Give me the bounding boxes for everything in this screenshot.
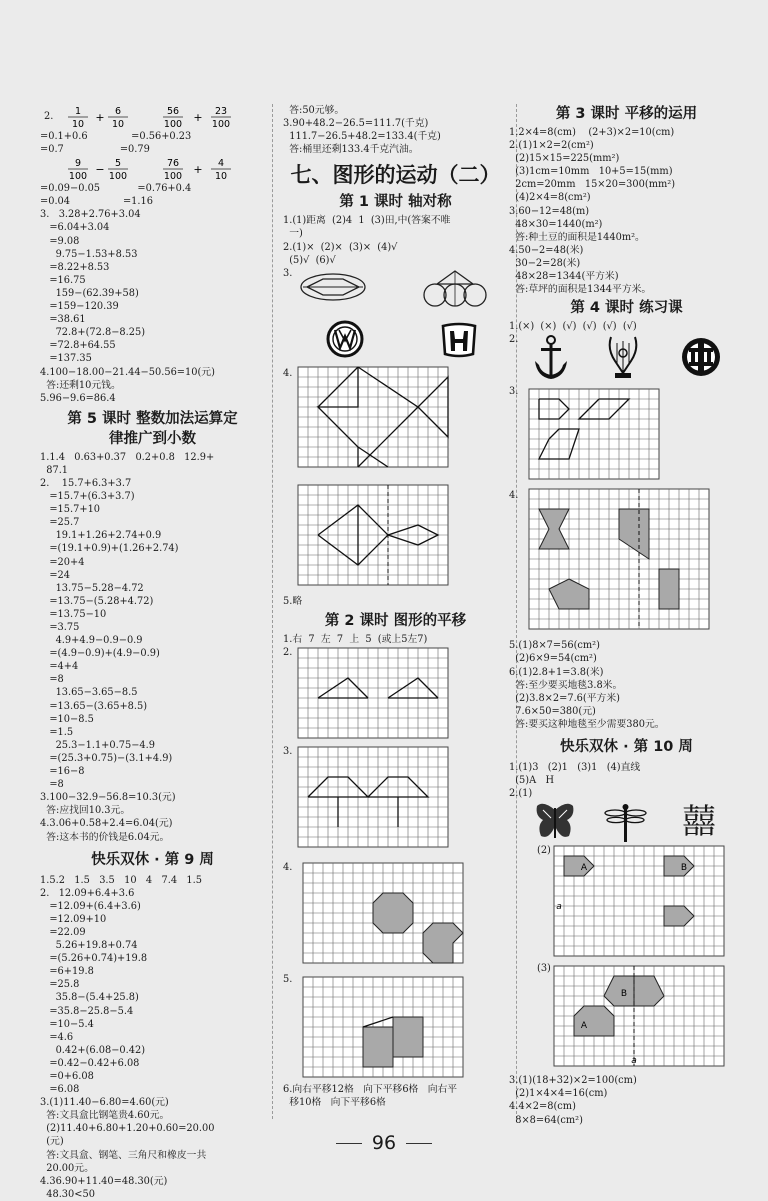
text-line: =137.35 <box>40 353 92 365</box>
translate-grid-3 <box>301 861 471 969</box>
q2-lines-b <box>40 182 265 208</box>
denominator: 100 <box>163 171 183 183</box>
text-line: 1.2×4=8(cm) (2+3)×2=10(cm) <box>509 127 675 138</box>
col2-top-lines <box>283 104 508 156</box>
text-line: 159−(62.39+58) <box>40 287 139 299</box>
fraction <box>211 106 231 130</box>
denominator: 100 <box>163 119 183 130</box>
symmetry-icons <box>509 333 744 385</box>
text-line: =12.09+(6.4+3.6) <box>40 900 141 912</box>
text-line: =24 <box>40 569 71 581</box>
fraction-row <box>40 104 265 130</box>
text-line: (2)15×15=225(mm²) <box>509 153 620 165</box>
translate-grid-w10b <box>552 964 732 1072</box>
l1-q3-figures <box>283 267 508 365</box>
l4-q2 <box>509 333 744 385</box>
column-3 <box>509 104 744 1127</box>
l2-q5 <box>283 973 508 1083</box>
text-line: =20+4 <box>40 556 85 568</box>
text-line: 0.42+(6.08−0.42) <box>40 1044 146 1056</box>
text-line: 72.8+(72.8−8.25) <box>40 327 146 339</box>
translate-grid-2 <box>296 745 456 857</box>
l2-q2 <box>283 646 508 743</box>
text-line: =15.7+(6.3+3.7) <box>40 491 135 503</box>
text-line: =10−8.5 <box>40 713 94 725</box>
text-line: 3. 3.28+2.76+3.04 <box>40 209 141 221</box>
fraction <box>108 158 128 182</box>
text-line: =25.8 <box>40 979 80 991</box>
double-happiness-icon: 囍 <box>682 802 716 843</box>
translate-grid-1 <box>296 646 456 743</box>
text-line: 2. 12.09+6.4+3.6 <box>40 887 135 899</box>
operator: − <box>95 163 105 177</box>
week10-title: 快乐双休 · 第 10 周 <box>560 738 693 755</box>
w10-q2-2 <box>509 844 744 962</box>
l2-q4 <box>283 861 508 973</box>
text-line: =4.6 <box>40 1031 74 1043</box>
lyre-icon <box>610 337 637 378</box>
text-line: =13.65−(3.65+8.5) <box>40 700 148 712</box>
q-label: 3. <box>509 386 519 398</box>
text-line: 答:至少要买地毯3.8米。 <box>509 679 623 691</box>
q-label: (2) <box>537 845 551 857</box>
text-line: =16−8 <box>40 766 85 778</box>
fraction <box>163 158 183 182</box>
symmetric-figures <box>283 267 508 365</box>
text-line: (5)A H <box>509 775 555 787</box>
frac-row-1 <box>40 104 265 130</box>
lesson5-title <box>40 409 265 449</box>
q-label: 4. <box>283 367 293 379</box>
text-line: 移10格 向下平移6格 <box>283 1097 386 1109</box>
numerator: 56 <box>166 106 180 117</box>
denominator: 10 <box>214 171 228 183</box>
text-line: 2. 15.7+6.3+3.7 <box>40 477 132 489</box>
week10-lines <box>509 761 744 800</box>
numerator: 76 <box>166 158 180 170</box>
text-line: 48×28=1344(平方米) <box>509 271 619 283</box>
text-line: =159−120.39 <box>40 301 119 313</box>
q4-lines <box>40 366 265 392</box>
denominator: 10 <box>111 119 125 130</box>
text-line: =0+6.08 <box>40 1071 94 1082</box>
lesson1-title: 第 1 课时 轴对称 <box>339 194 452 211</box>
text-line: 3.60−12=48(m) <box>509 205 590 217</box>
text-line: =72.8+64.55 <box>40 340 116 352</box>
q-label: 3. <box>283 267 293 279</box>
text-line: =0.09−0.05 =0.76+0.4 <box>40 183 192 195</box>
operator: + <box>95 111 105 124</box>
text-line: 答:这本书的价钱是6.04元。 <box>40 831 170 843</box>
text-line: 4.3.06+0.58+2.4=6.04(元) <box>40 818 173 830</box>
text-line: =10−5.4 <box>40 1018 94 1030</box>
lesson1-lines <box>283 214 508 266</box>
text-line: 3.(1)11.40−6.80=4.60(元) <box>40 1097 169 1109</box>
lesson3-title: 第 3 课时 平移的运用 <box>555 106 698 122</box>
vw-logo-icon <box>328 322 362 356</box>
l4-q3 <box>509 385 744 487</box>
fraction-row <box>40 156 265 182</box>
text-line: =0.7 =0.79 <box>40 144 150 156</box>
text-line: 3.100−32.9−56.8=10.3(元) <box>40 792 176 804</box>
text-line: (5)√ (6)√ <box>283 254 336 266</box>
text-line: (2)1×4×4=16(cm) <box>509 1088 608 1100</box>
dragonfly-icon <box>605 804 646 842</box>
translate-grid-l4q3 <box>527 387 667 485</box>
text-line: 4.9+4.9−0.9−0.9 <box>40 635 143 647</box>
text-line: 一) <box>283 228 303 240</box>
q-label: 2. <box>509 334 519 346</box>
l4-q1: 1.(×) (×) (√) (√) (√) (√) <box>509 321 637 333</box>
bank-logo-icon <box>682 338 720 376</box>
q-label: 2. <box>44 111 54 122</box>
numerator: 1 <box>74 106 82 117</box>
text-line: (2)6×9=54(cm²) <box>509 653 597 665</box>
text-line: =(19.1+0.9)+(1.26+2.74) <box>40 543 179 555</box>
w10-icons <box>509 800 744 844</box>
q-label: (3) <box>537 963 551 975</box>
text-line: 答:还剩10元钱。 <box>40 379 121 391</box>
text-line: 5.(1)8×7=56(cm²) <box>509 640 600 652</box>
text-line: (2)3.8×2=7.6(平方米) <box>509 692 620 704</box>
grid-label: A <box>580 1021 588 1032</box>
q-label: 4. <box>509 490 519 502</box>
operator: + <box>193 163 203 177</box>
l1-q5: 5.略 <box>283 595 303 607</box>
translate-grid-w10a <box>552 844 732 962</box>
honda-logo-icon <box>443 324 475 356</box>
fraction <box>68 158 88 182</box>
grid <box>298 485 448 585</box>
text-line: (3)1cm=10mm 10+5=15(mm) <box>509 166 673 178</box>
text-line: =6+19.8 <box>40 966 94 978</box>
page-number-text: 96 <box>371 1132 397 1154</box>
text-line: 6.向右平移12格 向下平移6格 向右平 <box>283 1083 458 1095</box>
shaded-shape <box>363 1027 393 1067</box>
text-line: (元) <box>40 1136 64 1148</box>
lesson4-rest <box>509 639 744 731</box>
text-line: =25.7 <box>40 517 80 529</box>
column-1 <box>40 104 265 1201</box>
text-line: 2.(1)1×2=2(cm²) <box>509 140 594 152</box>
q3-lines <box>40 208 265 365</box>
grid-label: B <box>620 989 628 1000</box>
lesson4-title: 第 4 课时 练习课 <box>570 300 683 317</box>
numerator: 23 <box>214 106 228 117</box>
text-line: 6.(1)2.8+1=3.8(米) <box>509 666 604 678</box>
text-line: =15.7+10 <box>40 504 101 516</box>
text-line: 48×30=1440(m²) <box>509 218 603 230</box>
text-line: 3.(1)(18+32)×2=100(cm) <box>509 1075 637 1087</box>
lesson5-title-1: 第 5 课时 整数加法运算定 <box>67 410 238 427</box>
fraction <box>68 106 88 130</box>
text-line: =8 <box>40 674 64 686</box>
l2-q3 <box>283 743 508 861</box>
text-line: 1.5.2 1.5 3.5 10 4 7.4 1.5 <box>40 874 203 886</box>
text-line: =6.04+3.04 <box>40 222 110 234</box>
q5-line: 5.96−9.6=86.4 <box>40 392 116 404</box>
denominator: 100 <box>211 119 231 130</box>
text-line: 答:50元够。 <box>283 105 345 116</box>
text-line: 1.1.4 0.63+0.37 0.2+0.8 12.9+ <box>40 451 215 463</box>
text-line: 4.100−18.00−21.44−50.56=10(元) <box>40 366 215 378</box>
fish-grid <box>296 365 451 472</box>
anchor-icon <box>535 336 567 379</box>
text-line: 答:桶里还剩133.4千克汽油。 <box>283 144 419 156</box>
text-line: (4)2×4=8(cm²) <box>509 192 591 204</box>
text-line: 19.1+1.26+2.74+0.9 <box>40 530 162 542</box>
page-number-dash-right <box>406 1143 432 1144</box>
text-line: 答:文具盒、钢笔、三角尺和橡皮一共 <box>40 1149 207 1161</box>
lesson5-lines <box>40 451 265 844</box>
column-2 <box>283 104 508 1109</box>
l2-q1: 1.右 7 左 7 上 5 (或上5左7) <box>283 633 428 645</box>
text-line: 答:要买这种地毯至少需要380元。 <box>509 718 665 730</box>
numerator: 4 <box>217 158 225 170</box>
text-line: 9.75−1.53+8.53 <box>40 248 138 260</box>
week10-rest <box>509 1074 744 1126</box>
text-line: =(4.9−0.9)+(4.9−0.9) <box>40 648 160 660</box>
text-line: =0.42−0.42+6.08 <box>40 1057 140 1069</box>
text-line: 1.(1)3 (2)1 (3)1 (4)直线 <box>509 761 641 773</box>
page-number <box>0 1132 768 1154</box>
text-line: =13.75−10 <box>40 608 107 620</box>
text-line: 2.(1) <box>509 788 533 800</box>
text-line: 48.30<50 <box>40 1188 95 1200</box>
text-line: 答:草坪的面积是1344平方米。 <box>509 284 652 296</box>
grid-label: a <box>556 902 562 913</box>
text-line: 1.(1)距离 (2)4 1 (3)田,中(答案不唯 <box>283 215 451 227</box>
text-line: 4.4×2=8(cm) <box>509 1101 576 1113</box>
translate-grid-4 <box>301 975 471 1080</box>
l2-q6 <box>283 1083 508 1109</box>
butterfly-icon <box>537 804 574 838</box>
grid <box>529 389 659 479</box>
fraction <box>163 106 183 130</box>
fraction <box>211 158 231 182</box>
text-line: =(25.3+0.75)−(3.1+4.9) <box>40 752 173 764</box>
kite-grid <box>296 483 451 590</box>
text-line: =16.75 <box>40 274 86 286</box>
denominator: 100 <box>108 171 128 183</box>
l1-q4 <box>283 365 508 595</box>
denominator: 10 <box>71 119 85 130</box>
shaded-shape <box>393 1017 423 1057</box>
numerator: 6 <box>114 106 122 117</box>
text-line: =1.5 <box>40 726 74 738</box>
circles-roof-symbol <box>424 271 486 306</box>
text-line: 20.00元。 <box>40 1162 94 1174</box>
text-line: =9.08 <box>40 235 80 247</box>
text-line: =4+4 <box>40 661 79 673</box>
text-line: 7.6×50=380(元) <box>509 705 596 717</box>
text-line: =12.09+10 <box>40 913 107 925</box>
operator: + <box>193 111 203 124</box>
text-line: =8 <box>40 779 64 791</box>
text-line: =6.08 <box>40 1084 80 1096</box>
symmetry-grid-l4q4 <box>527 487 717 637</box>
text-line: =0.1+0.6 =0.56+0.23 <box>40 131 192 142</box>
q-label: 4. <box>283 861 293 873</box>
text-line: 4.36.90+11.40=48.30(元) <box>40 1175 168 1187</box>
q2-lines-a <box>40 130 265 156</box>
text-line: =8.22+8.53 <box>40 261 110 273</box>
lesson3-lines <box>509 126 744 296</box>
text-line: 8×8=64(cm²) <box>509 1114 583 1126</box>
text-line: 3.90+48.2−26.5=111.7(千克) <box>283 118 429 130</box>
text-line: =0.04 =1.16 <box>40 196 153 208</box>
w10-q2-3 <box>509 962 744 1074</box>
text-line: =35.8−25.8−5.4 <box>40 1005 134 1017</box>
leaf-eye-symbol <box>301 274 365 300</box>
week9-title: 快乐双休 · 第 9 周 <box>91 851 214 868</box>
grid-label: B <box>680 863 688 874</box>
text-line: 13.75−5.28−4.72 <box>40 582 144 594</box>
text-line: =22.09 <box>40 926 86 938</box>
text-line: 2cm=20mm 15×20=300(mm²) <box>509 179 676 191</box>
text-line: 2.(1)× (2)× (3)× (4)√ <box>283 241 398 253</box>
text-line: 13.65−3.65−8.5 <box>40 687 138 699</box>
shaded-shape <box>373 893 413 933</box>
numerator: 5 <box>114 158 122 170</box>
denominator: 100 <box>68 171 88 183</box>
text-line: (2)11.40+6.80+1.20+0.60=20.00 <box>40 1123 215 1135</box>
q-label: 2. <box>283 646 293 658</box>
grid-label: a <box>631 1056 637 1067</box>
unit-title: 七、图形的运动（二） <box>290 163 501 188</box>
grid <box>298 648 448 738</box>
fraction <box>108 106 128 130</box>
lesson2-title: 第 2 课时 图形的平移 <box>324 612 467 629</box>
text-line: 30−2=28(米) <box>509 257 581 269</box>
lesson5-title-2: 律推广到小数 <box>109 430 196 447</box>
text-line: 111.7−26.5+48.2=133.4(千克) <box>283 131 441 143</box>
text-line: 87.1 <box>40 464 69 476</box>
text-line: 答:文具盒比钢笔贵4.60元。 <box>40 1110 170 1122</box>
text-line: =38.61 <box>40 314 86 326</box>
shaded-shape <box>659 569 679 609</box>
text-line: 答:种土豆的面积是1440m²。 <box>509 231 645 243</box>
text-line: 25.3−1.1+0.75−4.9 <box>40 739 155 751</box>
text-line: 答:应找回10.3元。 <box>40 805 131 817</box>
numerator: 9 <box>74 158 82 170</box>
grid-label: A <box>580 863 588 874</box>
text-line: =3.75 <box>40 622 80 633</box>
page-number-dash-left <box>336 1143 362 1144</box>
q-label: 5. <box>283 973 293 985</box>
text-line: 5.26+19.8+0.74 <box>40 940 138 952</box>
text-line: =13.75−(5.28+4.72) <box>40 595 154 607</box>
q-label: 3. <box>283 745 293 757</box>
text-line: 35.8−(5.4+25.8) <box>40 992 139 1004</box>
frac-row-2 <box>40 156 265 182</box>
l4-q4 <box>509 487 744 639</box>
column-divider <box>272 104 273 1119</box>
text-line: =(5.26+0.74)+19.8 <box>40 953 148 965</box>
text-line: 4.50−2=48(米) <box>509 244 584 256</box>
